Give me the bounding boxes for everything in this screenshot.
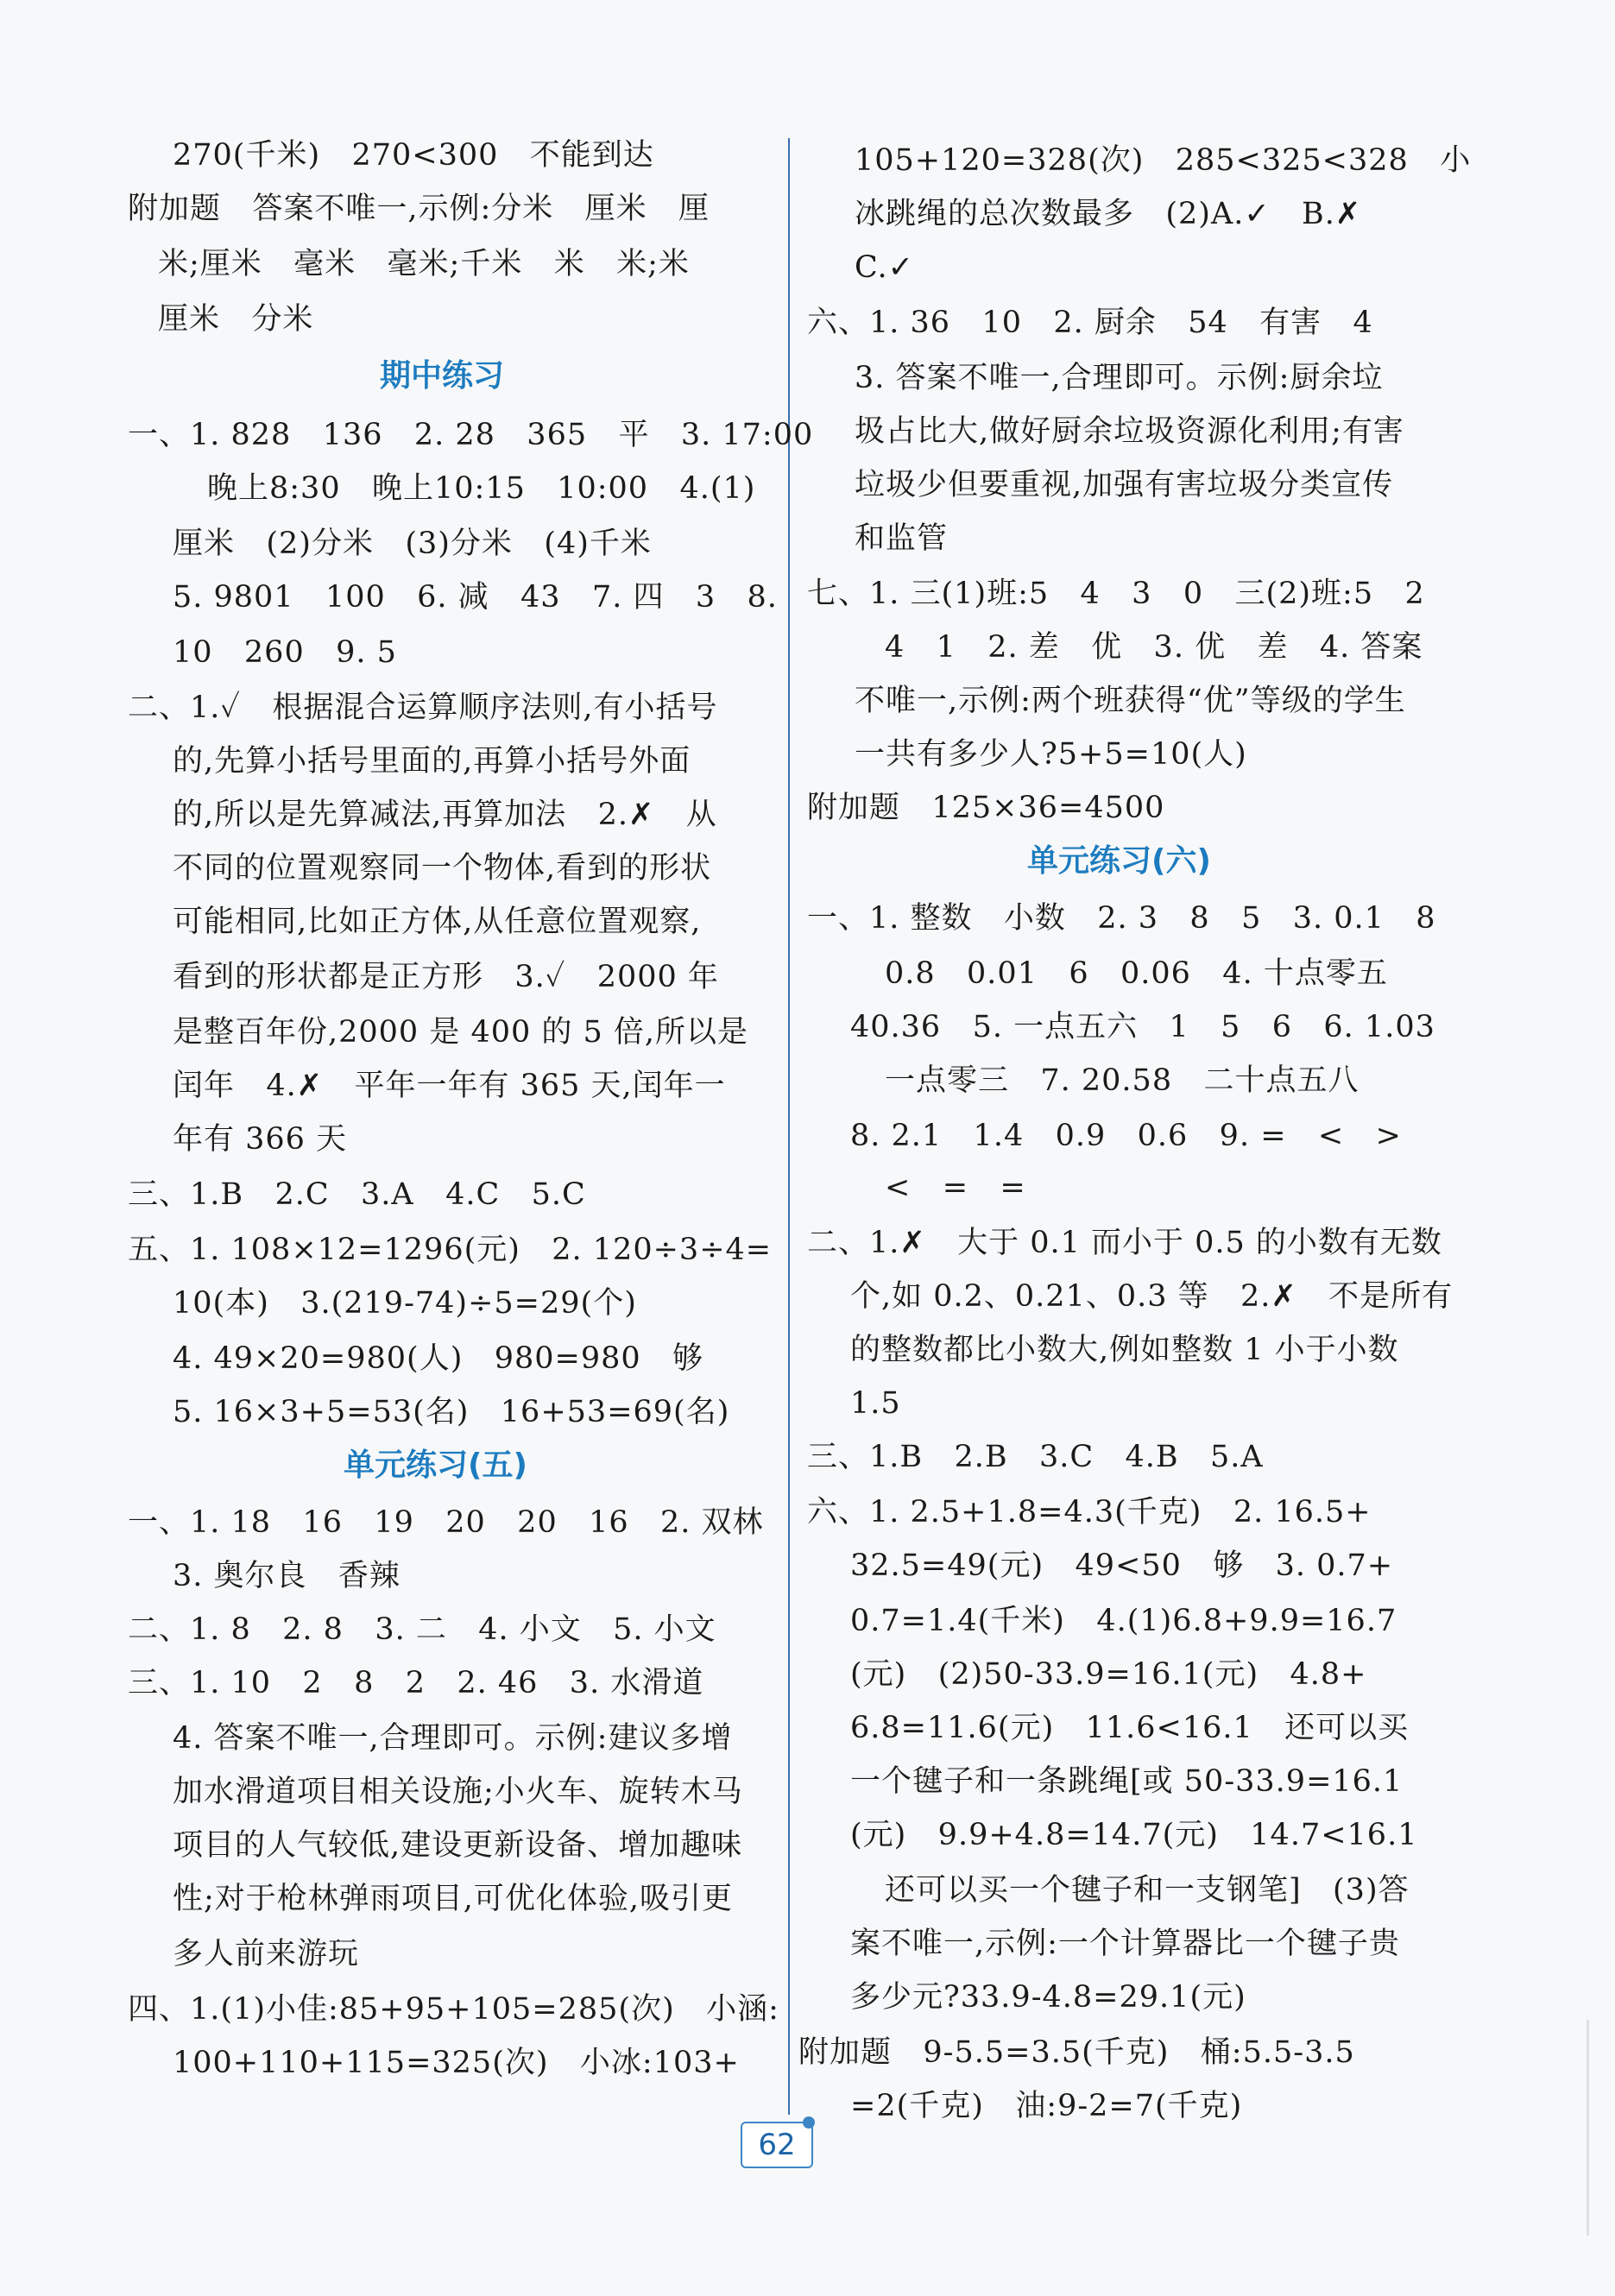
text-line: 加水滑道项目相关设施;小火车、旋转木马 — [173, 1775, 743, 1809]
text-line: 年有 366 天 — [173, 1122, 348, 1157]
text-line: 附加题 答案不唯一,示例:分米 厘米 厘 — [128, 192, 710, 226]
text-line: 不同的位置观察同一个物体,看到的形状 — [173, 851, 712, 886]
text-line: 40.36 5. 一点五六 1 5 6 6. 1.03 — [850, 1010, 1435, 1044]
text-line: 三、1.B 2.C 3.A 4.C 5.C — [128, 1177, 586, 1212]
text-line: 六、1. 36 10 2. 厨余 54 有害 4 — [807, 306, 1373, 340]
text-line: 性;对于枪林弹雨项目,可优化体验,吸引更 — [173, 1882, 734, 1916]
text-line: 270(千米) 270<300 不能到达 — [173, 138, 654, 173]
text-line: 米;厘米 毫米 毫米;千米 米 米;米 — [158, 247, 690, 281]
text-line: 六、1. 2.5+1.8=4.3(千克) 2. 16.5+ — [807, 1495, 1372, 1530]
text-line: 32.5=49(元) 49<50 够 3. 0.7+ — [850, 1549, 1394, 1583]
text-line: 3. 答案不唯一,合理即可。示例:厨余垃 — [855, 361, 1384, 395]
text-line: 一共有多少人?5+5=10(人) — [855, 737, 1247, 772]
text-line: 一个毽子和一条跳绳[或 50-33.9=16.1 — [850, 1764, 1404, 1799]
page-number: 62 — [741, 2122, 813, 2168]
text-line: 多少元?33.9-4.8=29.1(元) — [850, 1980, 1246, 2015]
text-line: 4 1 2. 差 优 3. 优 差 4. 答案 — [885, 630, 1423, 665]
edge-line — [1587, 2020, 1589, 2236]
text-line: 七、1. 三(1)班:5 4 3 0 三(2)班:5 2 — [807, 577, 1425, 611]
text-line: 105+120=328(次) 285<325<328 小 — [855, 143, 1472, 178]
text-line: 0.7=1.4(千米) 4.(1)6.8+9.9=16.7 — [850, 1604, 1397, 1638]
text-line: 附加题 9-5.5=3.5(千克) 桶:5.5-3.5 — [798, 2035, 1355, 2070]
text-line: 5. 16×3+5=53(名) 16+53=69(名) — [173, 1395, 730, 1429]
text-line: 二、1.✓ 根据混合运算顺序法则,有小括号 — [128, 691, 718, 725]
text-line: 二、1. 8 2. 8 3. 二 4. 小文 5. 小文 — [128, 1612, 716, 1647]
text-line: 一、1. 18 16 19 20 20 16 2. 双林 — [128, 1505, 764, 1540]
text-line: 闰年 4.✗ 平年一年有 365 天,闰年一 — [173, 1069, 726, 1103]
text-line: 一点零三 7. 20.58 二十点五八 — [885, 1063, 1360, 1098]
text-line: 3. 奥尔良 香辣 — [173, 1559, 401, 1593]
text-line: 多人前来游玩 — [173, 1937, 360, 1971]
text-line: 一、1. 整数 小数 2. 3 8 5 3. 0.1 8 — [807, 901, 1436, 936]
text-line: 附加题 125×36=4500 — [807, 791, 1165, 825]
text-line: 100+110+115=325(次) 小冰:103+ — [173, 2046, 740, 2080]
section-title-unit6: 单元练习(六) — [1027, 843, 1211, 879]
text-line: 10(本) 3.(219-74)÷5=29(个) — [173, 1286, 637, 1321]
text-line: (元) 9.9+4.8=14.7(元) 14.7<16.1 — [850, 1818, 1418, 1852]
text-line: 是整百年份,2000 是 400 的 5 倍,所以是 — [173, 1015, 749, 1050]
text-line: 二、1.✗ 大于 0.1 而小于 0.5 的小数有无数 — [807, 1226, 1442, 1260]
text-line: 一、1. 828 136 2. 28 365 平 3. 17:00 — [128, 418, 814, 452]
text-line: 和监管 — [855, 521, 949, 556]
section-title-unit5: 单元练习(五) — [344, 1448, 527, 1483]
section-title-midterm: 期中练习 — [380, 358, 505, 394]
text-line: C.✓ — [855, 250, 914, 285]
text-line: 还可以买一个毽子和一支钢笔] (3)答 — [885, 1873, 1410, 1908]
text-line: 可能相同,比如正方体,从任意位置观察, — [173, 905, 702, 939]
text-line: 冰跳绳的总次数最多 (2)A.✓ B.✗ — [855, 197, 1362, 231]
text-line: 5. 9801 100 6. 减 43 7. 四 3 8. — [173, 580, 778, 615]
text-line: 案不唯一,示例:一个计算器比一个毽子贵 — [850, 1927, 1400, 1961]
text-line: 的,先算小括号里面的,再算小括号外面 — [173, 744, 691, 779]
text-line: 4. 49×20=980(人) 980=980 够 — [173, 1341, 704, 1376]
text-line: 1.5 — [850, 1386, 901, 1421]
text-line: 6.8=11.6(元) 11.6<16.1 还可以买 — [850, 1711, 1410, 1745]
text-line: 的,所以是先算减法,再算加法 2.✗ 从 — [173, 798, 717, 832]
text-line: < = = — [885, 1170, 1026, 1205]
text-line: 4. 答案不唯一,合理即可。示例:建议多增 — [173, 1721, 733, 1756]
text-line: 个,如 0.2、0.21、0.3 等 2.✗ 不是所有 — [850, 1279, 1454, 1314]
text-line: 五、1. 108×12=1296(元) 2. 120÷3÷4= — [128, 1233, 773, 1267]
text-line: 8. 2.1 1.4 0.9 0.6 9. = < > — [850, 1119, 1402, 1153]
text-line: 不唯一,示例:两个班获得“优”等级的学生 — [855, 684, 1406, 718]
text-line: 晚上8:30 晚上10:15 10:00 4.(1) — [207, 471, 756, 506]
text-line: 0.8 0.01 6 0.06 4. 十点零五 — [885, 956, 1388, 991]
page-number-ornament — [803, 2116, 815, 2129]
text-line: 厘米 (2)分米 (3)分米 (4)千米 — [173, 527, 652, 561]
text-line: 圾占比大,做好厨余垃圾资源化利用;有害 — [855, 414, 1404, 449]
text-line: 三、1. 10 2 8 2 2. 46 3. 水滑道 — [128, 1666, 704, 1700]
text-line: 三、1.B 2.B 3.C 4.B 5.A — [807, 1440, 1264, 1474]
text-line: 的整数都比小数大,例如整数 1 小于小数 — [850, 1333, 1399, 1367]
text-line: 项目的人气较低,建设更新设备、增加趣味 — [173, 1828, 743, 1863]
text-line: 厘米 分米 — [158, 302, 314, 337]
text-line: 垃圾少但要重视,加强有害垃圾分类宣传 — [855, 468, 1394, 502]
text-line: 四、1.(1)小佳:85+95+105=285(次) 小涵: — [128, 1992, 779, 2027]
text-line: =2(千克) 油:9-2=7(千克) — [850, 2089, 1243, 2123]
text-line: (元) (2)50-33.9=16.1(元) 4.8+ — [850, 1657, 1367, 1692]
text-line: 看到的形状都是正方形 3.✓ 2000 年 — [173, 960, 719, 994]
text-line: 10 260 9. 5 — [173, 635, 397, 670]
